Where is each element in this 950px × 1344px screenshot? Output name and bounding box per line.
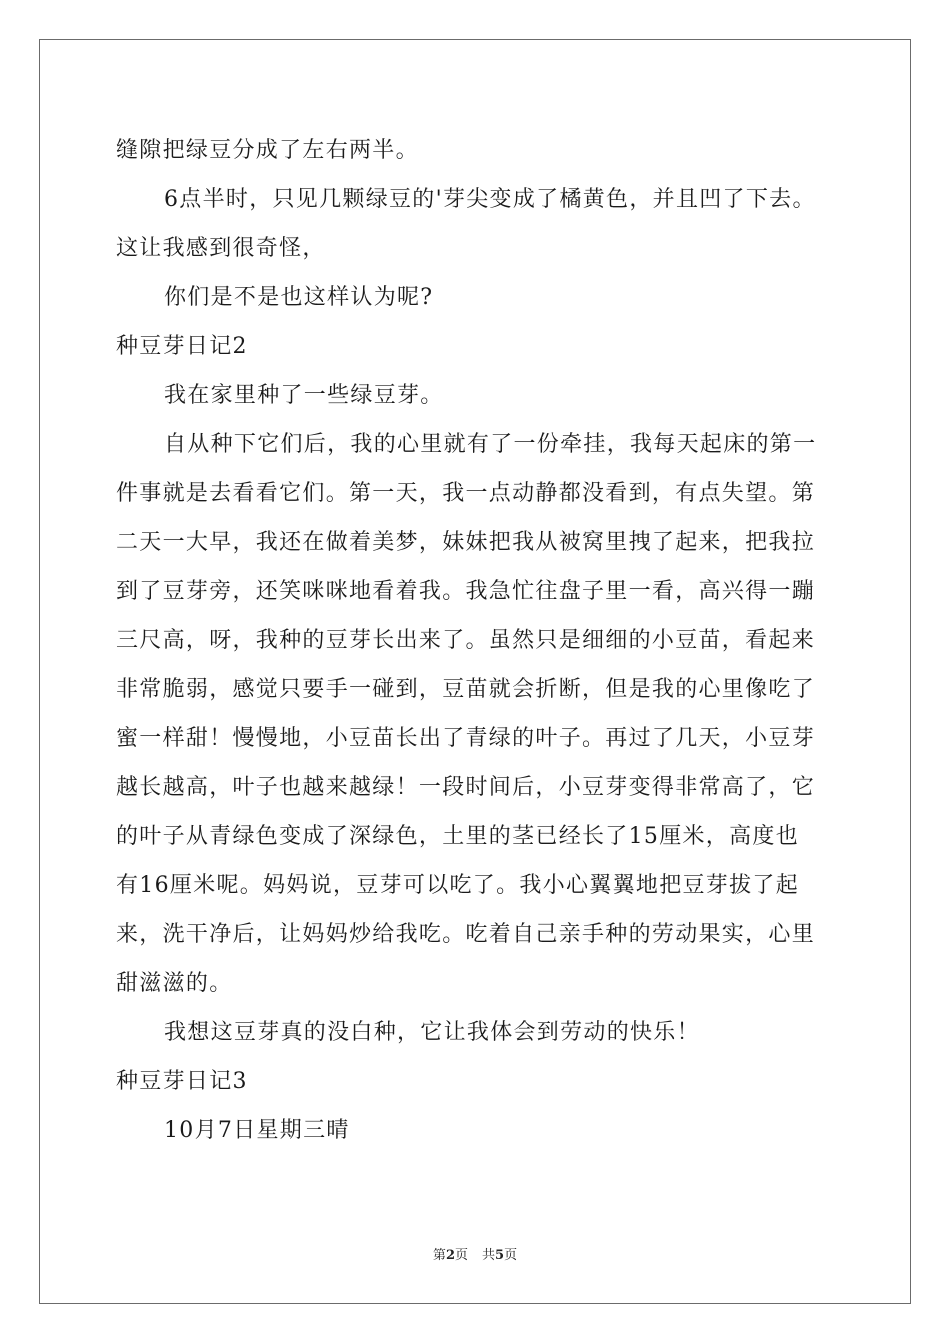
section-heading: 种豆芽日记2 — [116, 334, 248, 359]
paragraph-line: 甜滋滋的。 — [116, 971, 233, 996]
page-number: 2 — [445, 1248, 455, 1263]
paragraph-line: 你们是不是也这样认为呢? — [164, 285, 434, 310]
total-suffix: 页 — [504, 1248, 518, 1263]
paragraph-line: 我在家里种了一些绿豆芽。 — [164, 383, 444, 408]
paragraph-line: 的叶子从青绿色变成了深绿色，土里的茎已经长了15厘米，高度也 — [116, 824, 799, 849]
page-footer — [0, 1246, 950, 1266]
paragraph-line: 三尺高，呀，我种的豆芽长出来了。虽然只是细细的小豆苗，看起来 — [116, 628, 816, 653]
page-suffix: 页 — [454, 1248, 468, 1263]
paragraph-line: 6点半时，只见几颗绿豆的'芽尖变成了橘黄色，并且凹了下去。 — [164, 187, 816, 212]
paragraph-line: 越长越高，叶子也越来越绿！一段时间后，小豆芽变得非常高了，它 — [116, 775, 816, 800]
document-body — [116, 126, 846, 1155]
paragraph-line: 自从种下它们后，我的心里就有了一份牵挂，我每天起床的第一 — [164, 432, 817, 457]
paragraph-line: 10月7日星期三晴 — [164, 1118, 350, 1143]
paragraph-line: 有16厘米呢。妈妈说，豆芽可以吃了。我小心翼翼地把豆芽拔了起 — [116, 873, 799, 898]
paragraph-line: 非常脆弱，感觉只要手一碰到，豆苗就会折断，但是我的心里像吃了 — [116, 677, 816, 702]
page-prefix: 第 — [432, 1248, 446, 1263]
total-prefix: 共 — [482, 1248, 496, 1263]
paragraph-line: 到了豆芽旁，还笑咪咪地看着我。我急忙往盘子里一看，高兴得一蹦 — [116, 579, 816, 604]
paragraph-line: 这让我感到很奇怪， — [116, 236, 326, 261]
paragraph-line: 我想这豆芽真的没白种，它让我体会到劳动的快乐！ — [164, 1020, 700, 1045]
paragraph-line: 件事就是去看看它们。第一天，我一点动静都没看到，有点失望。第 — [116, 481, 816, 506]
paragraph-line: 蜜一样甜！慢慢地，小豆苗长出了青绿的叶子。再过了几天，小豆芽 — [116, 726, 816, 751]
paragraph-line: 来，洗干净后，让妈妈炒给我吃。吃着自己亲手种的劳动果实，心里 — [116, 922, 816, 947]
total-pages: 5 — [495, 1248, 505, 1263]
section-heading: 种豆芽日记3 — [116, 1069, 248, 1094]
paragraph-line: 缝隙把绿豆分成了左右两半。 — [116, 138, 419, 163]
paragraph-line: 二天一大早，我还在做着美梦，妹妹把我从被窝里拽了起来，把我拉 — [116, 530, 816, 555]
